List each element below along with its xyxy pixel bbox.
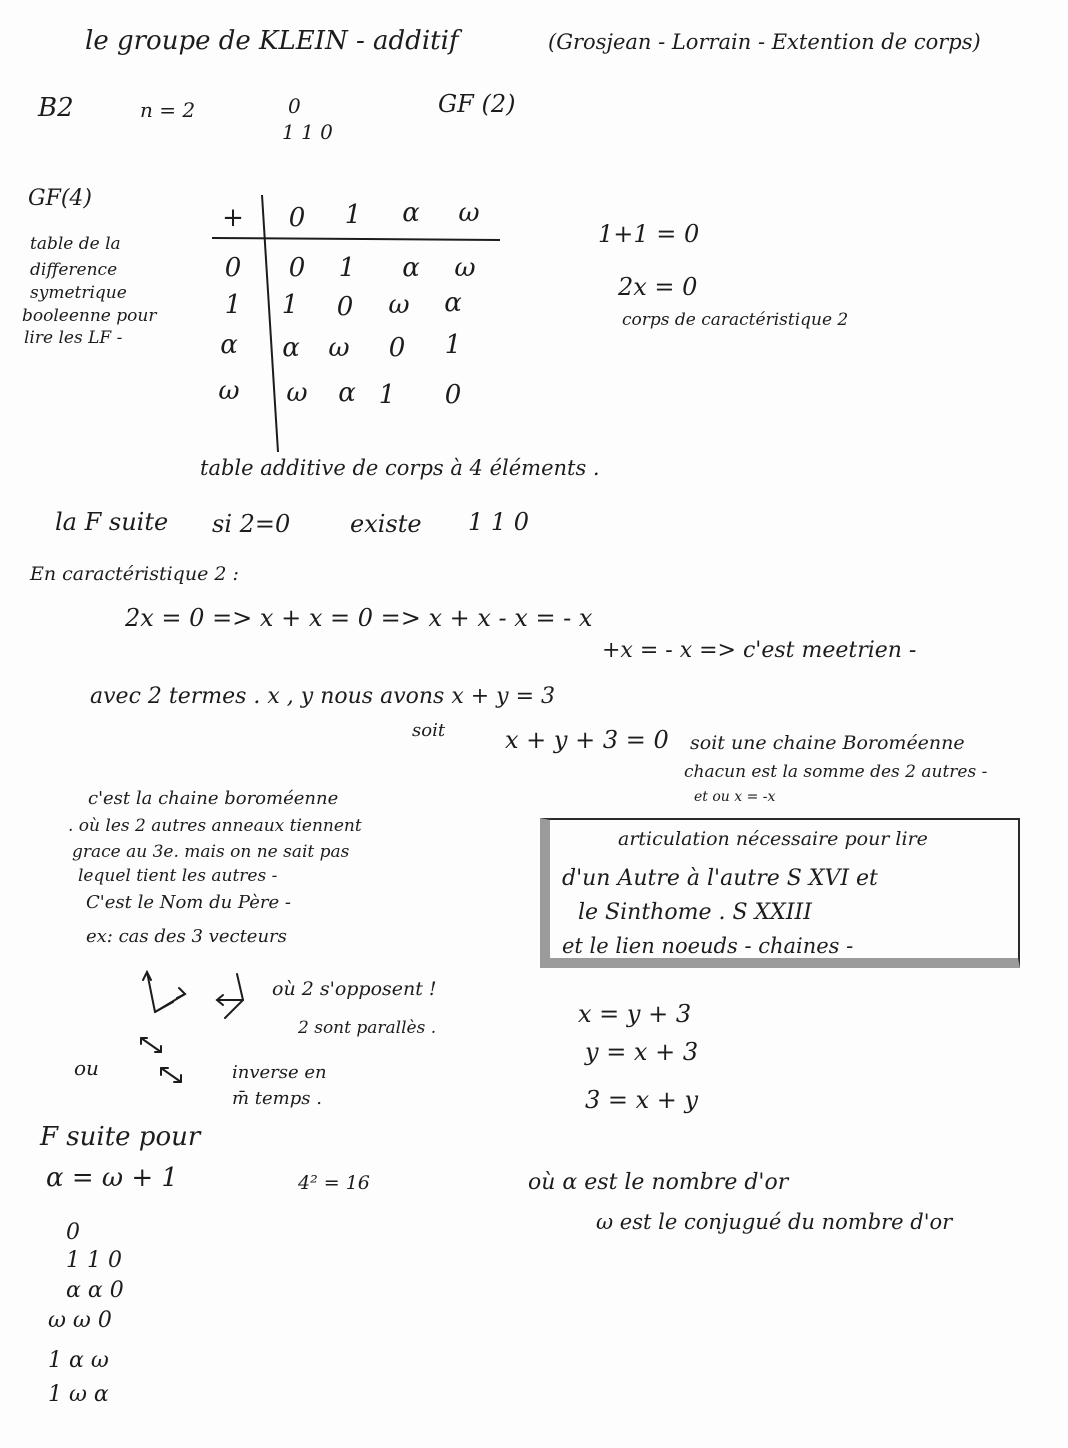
vectors-note1: où 2 s'opposent ! bbox=[272, 978, 437, 1000]
boro-explain-line: grace au 3e. mais on ne sait pas bbox=[72, 842, 350, 862]
golden-note2: ω est le conjugué du nombre d'or bbox=[596, 1210, 953, 1234]
boro-explain-line: C'est le Nom du Père - bbox=[86, 892, 291, 913]
table-cell: α bbox=[402, 253, 420, 283]
gf2-label: GF (2) bbox=[438, 90, 516, 118]
two-terms-line: avec 2 termes . x , y nous avons x + y = 3 bbox=[90, 684, 555, 709]
fsuite-sequence: 1 1 0 bbox=[468, 508, 530, 536]
table-cell: ω bbox=[286, 378, 308, 408]
sequence-row: 1 1 0 bbox=[66, 1248, 122, 1273]
vectors-note2: 2 sont parallès . bbox=[298, 1018, 437, 1038]
table-cell: 1 bbox=[338, 253, 356, 283]
table-cell: 0 bbox=[444, 380, 462, 410]
eq-two-x: 2x = 0 bbox=[618, 273, 698, 301]
b2-sequence: 1 1 0 bbox=[282, 120, 333, 144]
table-cell: ω bbox=[454, 253, 476, 283]
soit-label: soit bbox=[412, 720, 446, 741]
gf4-note-line: lire les LF - bbox=[24, 328, 123, 348]
gf4-note-line: booleenne pour bbox=[22, 306, 157, 326]
table-caption: table additive de corps à 4 éléments . bbox=[200, 456, 600, 480]
sequence-row: 1 ω α bbox=[48, 1382, 109, 1407]
char2-heading: En caractéristique 2 : bbox=[30, 563, 239, 585]
table-row-header: 1 bbox=[224, 290, 242, 320]
table-corner: + bbox=[222, 203, 244, 233]
table-cell: 0 bbox=[336, 292, 354, 322]
gf4-note-line: difference bbox=[30, 260, 118, 280]
char2-line1: 2x = 0 => x + x = 0 => x + x - x = - x bbox=[125, 604, 593, 632]
table-row-header: 0 bbox=[224, 253, 242, 283]
boro-note-line: et ou x = -x bbox=[694, 789, 776, 805]
gf4-label: GF(4) bbox=[28, 186, 93, 211]
articulation-line: et le lien noeuds - chaines - bbox=[562, 934, 854, 958]
fsuite-condition: si 2=0 bbox=[212, 510, 291, 538]
table-cell: α bbox=[282, 333, 300, 363]
boro-explain-line: ex: cas des 3 vecteurs bbox=[86, 926, 287, 947]
articulation-line: le Sinthome . S XXIII bbox=[578, 900, 812, 925]
table-col-header: 0 bbox=[288, 203, 306, 233]
reference-note: (Grosjean - Lorrain - Extention de corps) bbox=[548, 30, 981, 54]
b2-top-zero: 0 bbox=[288, 94, 301, 118]
boro-equation: x + y + 3 = 0 bbox=[505, 726, 669, 754]
table-cell: α bbox=[338, 378, 356, 408]
fsuite-label: la F suite bbox=[55, 508, 169, 536]
boro-explain-line: c'est la chaine boroméenne bbox=[88, 788, 339, 809]
inverse-line1: inverse en bbox=[232, 1062, 327, 1083]
sequence-row: ω ω 0 bbox=[48, 1308, 112, 1333]
boro-explain-line: . où les 2 autres anneaux tiennent bbox=[68, 816, 362, 836]
table-cell: ω bbox=[388, 290, 410, 320]
table-row-header: ω bbox=[218, 376, 240, 406]
gf4-note-line: table de la bbox=[30, 234, 121, 254]
boro-note-line: soit une chaine Boroméenne bbox=[690, 732, 965, 754]
power-note: 4² = 16 bbox=[298, 1172, 370, 1194]
sequence-row: 0 bbox=[66, 1220, 80, 1245]
fsuite-pour-title: F suite pour bbox=[40, 1122, 201, 1152]
equation-line: x = y + 3 bbox=[578, 1000, 692, 1028]
table-cell: α bbox=[444, 288, 462, 318]
table-cell: 0 bbox=[388, 333, 406, 363]
page-title: le groupe de KLEIN - additif bbox=[85, 26, 459, 56]
golden-note1: où α est le nombre d'or bbox=[528, 1170, 789, 1195]
b2-label: B2 bbox=[38, 93, 74, 123]
sequence-row: α α 0 bbox=[66, 1278, 124, 1303]
table-cell: 1 bbox=[281, 290, 299, 320]
golden-equation: α = ω + 1 bbox=[46, 1163, 178, 1193]
articulation-line: d'un Autre à l'autre S XVI et bbox=[562, 866, 878, 891]
fsuite-exists: existe bbox=[350, 510, 422, 538]
table-col-header: ω bbox=[458, 198, 480, 228]
table-col-header: 1 bbox=[344, 200, 362, 230]
char2-line2: +x = - x => c'est meetrien - bbox=[602, 638, 917, 663]
gf4-note-line: symetrique bbox=[30, 283, 127, 303]
inverse-line2: m̄ temps . bbox=[232, 1088, 322, 1109]
equation-line: y = x + 3 bbox=[585, 1038, 699, 1066]
boro-note-line: chacun est la somme des 2 autres - bbox=[684, 762, 988, 782]
equation-line: 3 = x + y bbox=[585, 1086, 699, 1114]
table-row-header: α bbox=[220, 330, 238, 360]
table-col-header: α bbox=[402, 198, 420, 228]
sequence-row: 1 α ω bbox=[48, 1348, 109, 1373]
table-cell: ω bbox=[328, 333, 350, 363]
table-cell: 1 bbox=[444, 330, 462, 360]
boro-explain-line: lequel tient les autres - bbox=[78, 866, 278, 886]
b2-n: n = 2 bbox=[140, 98, 196, 122]
vectors-or: ou bbox=[74, 1056, 99, 1080]
table-cell: 1 bbox=[378, 380, 396, 410]
articulation-line: articulation nécessaire pour lire bbox=[618, 828, 928, 850]
char2-note: corps de caractéristique 2 bbox=[622, 310, 849, 330]
table-cell: 0 bbox=[288, 253, 306, 283]
eq-one-plus-one: 1+1 = 0 bbox=[598, 220, 700, 248]
